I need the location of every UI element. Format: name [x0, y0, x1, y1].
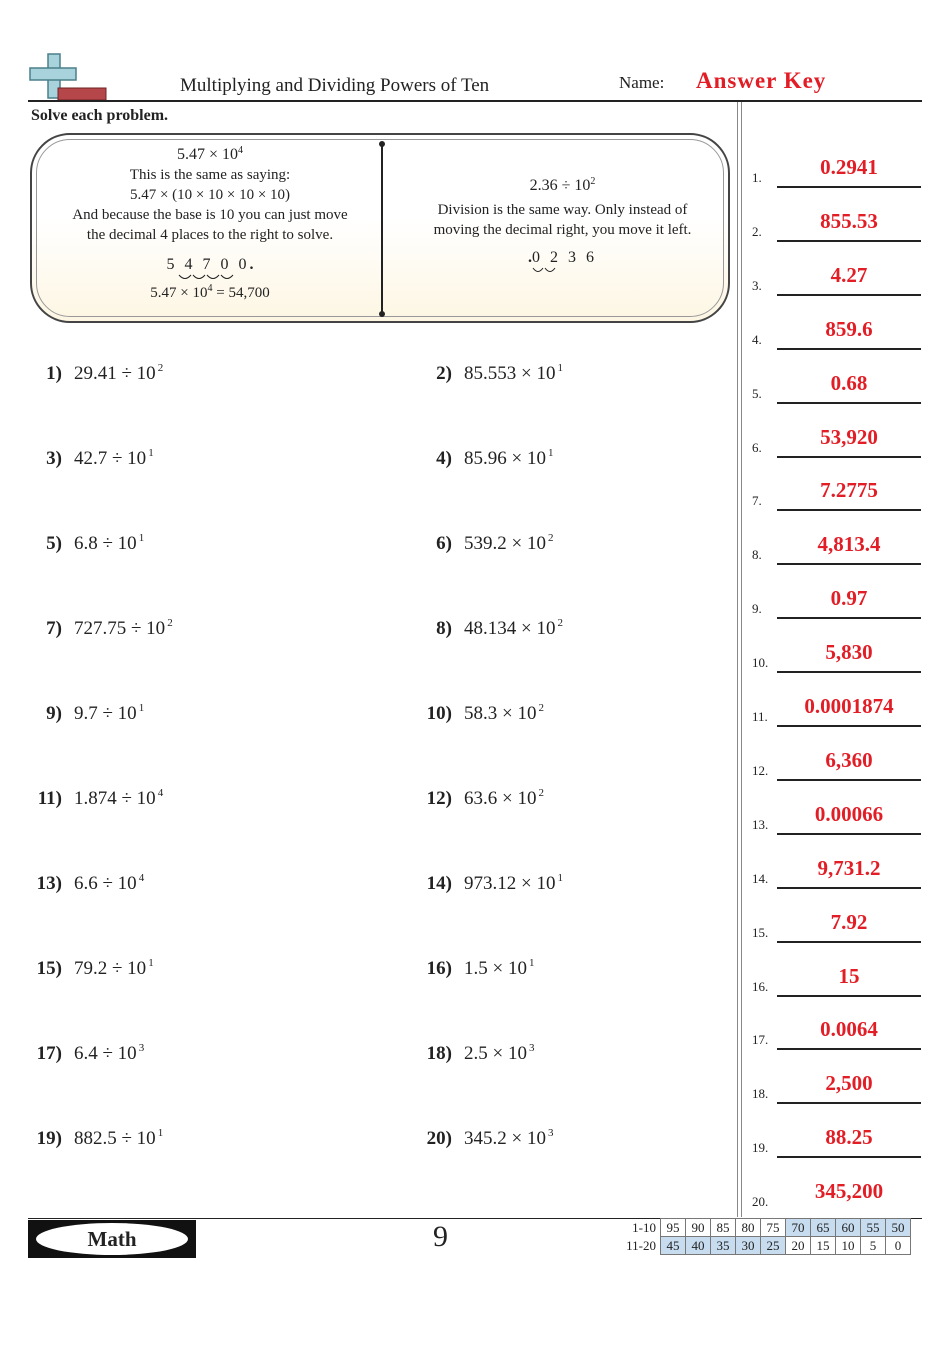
- divider-dot: [379, 311, 385, 317]
- score-cell: 75: [761, 1219, 786, 1237]
- problem-expression: 1.874 ÷ 10: [74, 788, 156, 809]
- problem-exponent: 1: [148, 957, 154, 969]
- score-cell: 95: [661, 1219, 686, 1237]
- problem-expression: 79.2 ÷ 10: [74, 958, 147, 979]
- problem-number: 20): [426, 1128, 452, 1149]
- problem-exponent: 1: [138, 702, 145, 714]
- problem-number: 5): [46, 533, 62, 554]
- answer-value: 4.27: [830, 263, 868, 287]
- problem-3: [28, 447, 154, 470]
- problem-5: [28, 532, 144, 555]
- score-cell: 60: [836, 1219, 861, 1237]
- problem-expression: 85.96 × 10: [464, 448, 546, 469]
- decimal-move-arcs: [531, 266, 561, 276]
- answer-line: [777, 725, 921, 727]
- answer-number: 10.: [752, 655, 769, 670]
- problem-number: 6): [436, 533, 452, 554]
- answer-column-divider: [741, 102, 742, 1217]
- problem-exponent: 3: [528, 1042, 535, 1054]
- problem-expression: 2.5 × 10: [464, 1043, 527, 1064]
- answer-line: [777, 348, 921, 350]
- example-result-value: = 54,700: [212, 285, 270, 301]
- answer-line: [777, 779, 921, 781]
- answer-value: 7.2775: [820, 478, 878, 502]
- problem-number: 13): [36, 873, 62, 894]
- problem-exponent: 1: [557, 872, 563, 884]
- answer-number: 15.: [752, 925, 769, 940]
- problem-expression: 6.4 ÷ 10: [74, 1043, 137, 1064]
- problem-number: 8): [436, 618, 452, 639]
- multiplication-example: [40, 143, 380, 303]
- example-heading: 2.36 ÷ 10: [529, 177, 591, 194]
- answer-value: 6,360: [825, 748, 873, 772]
- example-digits: 5 4 7 0 0: [166, 256, 250, 273]
- answer-value: 4,813.4: [817, 532, 881, 556]
- problem-exponent: 1: [547, 447, 554, 459]
- answer-value: 53,920: [820, 425, 878, 449]
- problem-number: 15): [36, 958, 62, 979]
- math-plus-logo: [28, 52, 108, 102]
- math-badge-label: Math: [36, 1223, 188, 1255]
- problem-exponent: 1: [148, 447, 154, 459]
- score-row: [612, 1237, 911, 1255]
- instructions: Solve each problem.: [31, 107, 169, 124]
- answer-value: 88.25: [825, 1125, 873, 1149]
- answer-number: 13.: [752, 817, 769, 832]
- answer-value: 2,500: [825, 1071, 873, 1095]
- answer-line: [777, 995, 921, 997]
- problem-exponent: 1: [528, 957, 535, 969]
- answer-number: 6.: [752, 440, 762, 455]
- problem-expression: 345.2 × 10: [464, 1128, 546, 1149]
- answer-line: [777, 402, 921, 404]
- answer-value: 9,731.2: [817, 856, 881, 880]
- answer-number: 2.: [752, 224, 762, 239]
- answer-value: 0.00066: [814, 802, 884, 826]
- example-line: moving the decimal right, you move it left.: [433, 222, 692, 238]
- example-digits: 0 2 3 6: [532, 249, 597, 266]
- answer-line: [777, 941, 921, 943]
- answer-number: 7.: [752, 493, 762, 508]
- problem-exponent: 2: [167, 617, 173, 629]
- problem-expression: 85.553 × 10: [464, 363, 556, 384]
- problem-expression: 29.41 ÷ 10: [74, 363, 156, 384]
- answer-number: 17.: [752, 1032, 769, 1047]
- problem-number: 11): [37, 788, 62, 809]
- problem-13: [28, 872, 144, 895]
- example-line: Division is the same way. Only instead of: [437, 202, 688, 218]
- example-result-expr: 5.47 × 10: [150, 285, 208, 301]
- answer-number: 3.: [752, 278, 762, 293]
- answer-value: 0.2941: [820, 155, 878, 179]
- score-cell: 40: [686, 1237, 711, 1255]
- problem-10: [416, 702, 544, 725]
- problem-15: [28, 957, 154, 980]
- answer-number: 5.: [752, 386, 762, 401]
- answer-line: [777, 456, 921, 458]
- example-result-exponent: 4: [207, 283, 213, 294]
- problem-expression: 1.5 × 10: [464, 958, 527, 979]
- answer-line: [777, 671, 921, 673]
- answer-value: 15: [838, 964, 860, 988]
- problem-12: [416, 787, 544, 810]
- answer-number: 11.: [752, 709, 768, 724]
- example-line: And because the base is 10 you can just move: [72, 207, 348, 223]
- answer-number: 8.: [752, 547, 762, 562]
- answer-value: 0.0001874: [804, 694, 894, 718]
- answer-line: [777, 563, 921, 565]
- problem-2: [416, 362, 563, 385]
- answer-line: [777, 509, 921, 511]
- problem-number: 19): [36, 1128, 62, 1149]
- problem-exponent: 1: [157, 1127, 164, 1139]
- answer-line: [777, 186, 921, 188]
- score-cell: 35: [711, 1237, 736, 1255]
- score-cell: 15: [811, 1237, 836, 1255]
- problem-number: 18): [426, 1043, 452, 1064]
- problem-exponent: 4: [157, 787, 164, 799]
- answer-line: [777, 1048, 921, 1050]
- score-cell: 85: [711, 1219, 736, 1237]
- problem-11: [28, 787, 163, 810]
- example-line: 5.47 × (10 × 10 × 10 × 10): [129, 187, 291, 203]
- answer-line: [777, 240, 921, 242]
- answer-value: 0.97: [830, 586, 868, 610]
- answer-value: 0.0064: [820, 1017, 878, 1041]
- division-example: [390, 176, 735, 268]
- problem-number: 16): [426, 958, 452, 979]
- problem-number: 9): [46, 703, 62, 724]
- answer-line: [777, 833, 921, 835]
- page-number: 9: [433, 1220, 448, 1253]
- answer-line: [777, 294, 921, 296]
- answer-number: 12.: [752, 763, 769, 778]
- answer-line: [777, 1102, 921, 1104]
- problem-number: 12): [426, 788, 452, 809]
- problem-9: [28, 702, 144, 725]
- problem-expression: 6.8 ÷ 10: [74, 533, 137, 554]
- problem-number: 17): [36, 1043, 62, 1064]
- problem-number: 4): [436, 448, 452, 469]
- problem-expression: 6.6 ÷ 10: [74, 873, 137, 894]
- score-cell: 0: [886, 1237, 911, 1255]
- answer-number: 1.: [752, 170, 762, 185]
- answer-value: 7.92: [830, 910, 868, 934]
- score-cell: 25: [761, 1237, 786, 1255]
- answer-number: 19.: [752, 1140, 769, 1155]
- answer-line: [777, 617, 921, 619]
- score-row-label: 1-10: [632, 1219, 656, 1235]
- score-cell: 55: [861, 1219, 886, 1237]
- problem-exponent: 2: [157, 362, 164, 374]
- answer-key-label: Answer Key: [696, 68, 827, 93]
- problem-exponent: 3: [547, 1127, 554, 1139]
- problem-expression: 42.7 ÷ 10: [74, 448, 147, 469]
- score-cell: 50: [886, 1219, 911, 1237]
- problem-7: [28, 617, 173, 640]
- problem-number: 14): [426, 873, 452, 894]
- problem-exponent: 1: [138, 532, 145, 544]
- problem-number: 10): [426, 703, 452, 724]
- problem-6: [416, 532, 553, 555]
- header-divider: [28, 100, 922, 102]
- answer-number: 20.: [752, 1194, 769, 1209]
- answer-column-divider: [737, 102, 738, 1217]
- answer-line: [777, 1156, 921, 1158]
- example-heading: 5.47 × 10: [176, 146, 239, 163]
- problem-number: 3): [46, 448, 62, 469]
- decimal-move-arcs: [177, 273, 247, 283]
- problem-1: [28, 362, 163, 385]
- problem-14: [416, 872, 563, 895]
- example-divider: [381, 145, 383, 315]
- problem-number: 1): [46, 363, 62, 384]
- score-cell: 70: [786, 1219, 811, 1237]
- problem-exponent: 4: [138, 872, 145, 884]
- score-cell: 45: [661, 1237, 686, 1255]
- problem-4: [416, 447, 553, 470]
- example-line: This is the same as saying:: [129, 167, 291, 183]
- score-cell: 80: [736, 1219, 761, 1237]
- answer-value: 0.68: [830, 371, 868, 395]
- answer-value: 345,200: [814, 1179, 884, 1203]
- problem-expression: 882.5 ÷ 10: [74, 1128, 156, 1149]
- problem-exponent: 2: [557, 617, 563, 629]
- decimal-point: .: [249, 256, 254, 273]
- problem-number: 2): [436, 363, 452, 384]
- problem-exponent: 1: [557, 362, 563, 374]
- score-cell: 10: [836, 1237, 861, 1255]
- problem-19: [28, 1127, 163, 1150]
- example-line: the decimal 4 places to the right to solve.: [86, 227, 334, 243]
- problem-16: [416, 957, 534, 980]
- problem-exponent: 2: [538, 787, 544, 799]
- answer-value: 855.53: [820, 209, 878, 233]
- score-cell: 90: [686, 1219, 711, 1237]
- problem-exponent: 2: [547, 532, 554, 544]
- worksheet-title: Multiplying and Dividing Powers of Ten: [180, 75, 490, 96]
- problem-exponent: 2: [538, 702, 544, 714]
- answer-number: 4.: [752, 332, 762, 347]
- score-cell: 5: [861, 1237, 886, 1255]
- problem-exponent: 3: [138, 1042, 145, 1054]
- example-heading-exponent: 2: [590, 176, 596, 187]
- score-cell: 65: [811, 1219, 836, 1237]
- problem-number: 7): [46, 618, 62, 639]
- problem-expression: 539.2 × 10: [464, 533, 546, 554]
- score-row: [612, 1219, 911, 1237]
- problem-expression: 63.6 × 10: [464, 788, 537, 809]
- score-cell: 20: [786, 1237, 811, 1255]
- answer-line: [777, 887, 921, 889]
- score-row-label: 11-20: [626, 1237, 656, 1253]
- answer-number: 14.: [752, 871, 769, 886]
- answer-number: 9.: [752, 601, 762, 616]
- problem-expression: 727.75 ÷ 10: [74, 618, 166, 639]
- answer-value: 859.6: [825, 317, 873, 341]
- problem-8: [416, 617, 563, 640]
- problem-expression: 973.12 × 10: [464, 873, 556, 894]
- problem-expression: 9.7 ÷ 10: [74, 703, 137, 724]
- answer-value: 5,830: [825, 640, 873, 664]
- score-table: [612, 1218, 911, 1255]
- answer-number: 16.: [752, 979, 769, 994]
- score-cell: 30: [736, 1237, 761, 1255]
- problem-17: [28, 1042, 144, 1065]
- decimal-point: .: [528, 249, 532, 266]
- answer-number: 18.: [752, 1086, 769, 1101]
- problem-18: [416, 1042, 534, 1065]
- problem-expression: 48.134 × 10: [464, 618, 556, 639]
- example-heading-exponent: 4: [238, 145, 244, 156]
- problem-expression: 58.3 × 10: [464, 703, 537, 724]
- problem-20: [416, 1127, 553, 1150]
- name-label: Name:: [619, 73, 665, 92]
